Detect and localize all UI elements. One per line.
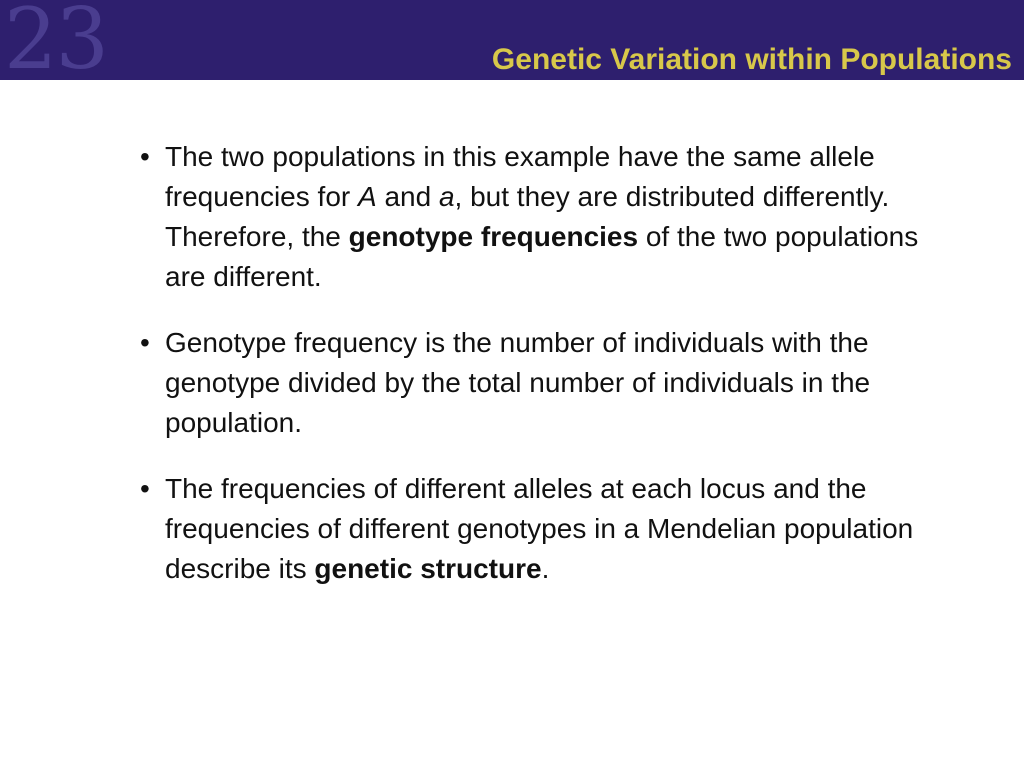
slide-title: Genetic Variation within Populations xyxy=(491,43,1012,76)
italic-text: a xyxy=(438,181,455,212)
text-run: The frequencies of different alleles at each locus and the frequencies of different genotypes in a Mendelian population describe its xyxy=(165,473,914,584)
text-run: and xyxy=(376,181,439,212)
bullet-item xyxy=(140,137,920,297)
text-run: , but they are distributed differently. Therefore, the xyxy=(165,181,890,252)
header-bar xyxy=(0,0,1024,88)
bullet-text xyxy=(165,137,920,297)
bold-text: genetic structure xyxy=(314,553,542,584)
text-run: . xyxy=(541,553,550,584)
italic-text: A xyxy=(358,181,377,212)
text-run: of the two populations are different. xyxy=(165,221,919,292)
text-run: The two populations in this example have the same allele frequencies for xyxy=(165,141,875,212)
bullet-mark: • xyxy=(140,327,150,358)
chapter-number: 23 xyxy=(4,0,107,88)
text-run: Genotype frequency is the number of individuals with the genotype divided by the total number of individuals in the population. xyxy=(165,327,871,438)
bullet-item xyxy=(140,323,920,443)
bold-text: genotype frequencies xyxy=(348,221,639,252)
bullet-mark: • xyxy=(140,473,150,504)
bullet-text xyxy=(165,323,920,443)
bullet-list xyxy=(140,137,920,615)
bullet-text xyxy=(165,469,920,589)
bullet-item xyxy=(140,469,920,589)
bullet-mark: • xyxy=(140,141,150,172)
